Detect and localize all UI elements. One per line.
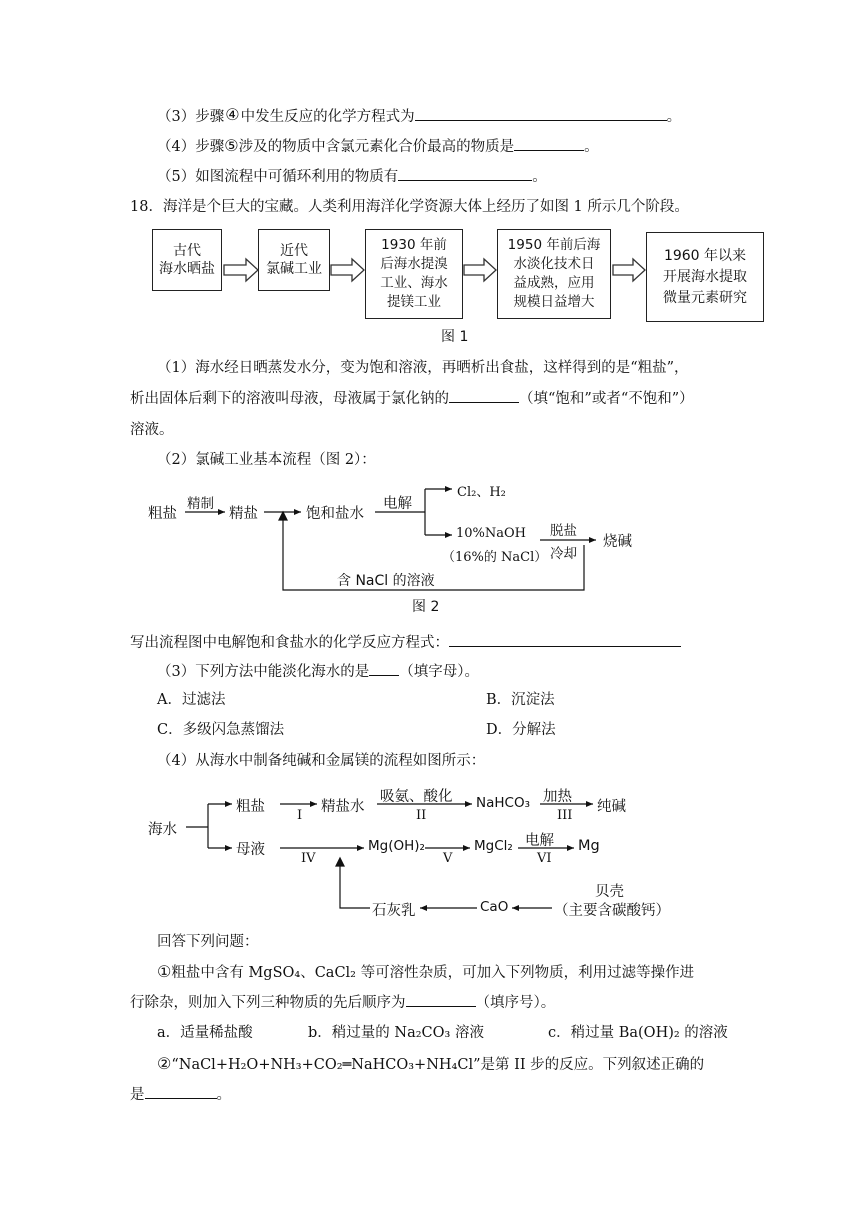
q18-part1-line2 <box>130 388 694 409</box>
sub-question-1-cont <box>130 992 555 1013</box>
sub-question-1 <box>157 962 694 983</box>
stage-3-line4: 提镁工业 <box>387 294 441 310</box>
sub1-marker: ① <box>157 962 172 981</box>
period: 。 <box>666 109 682 125</box>
stage-box-4 <box>497 229 611 319</box>
part1-text: 析出固体后剩下的溶液叫母液，母液属于氯化钠的 <box>130 391 449 407</box>
fig3-mgcl2: MgCl₂ <box>474 838 513 854</box>
choice-a: a．适量稀盐酸 <box>157 1025 253 1041</box>
fig2-electrolysis-label: 电解 <box>383 496 412 512</box>
fig2-fine-salt: 精盐 <box>229 506 258 522</box>
stage-1-line1: 古代 <box>173 243 201 259</box>
stage-5-line1: 1960 年以来 <box>663 247 747 264</box>
answer-blank[interactable] <box>406 992 476 1007</box>
stage-3-line2: 后海水提溴 <box>380 256 448 272</box>
part3-hint: （填字母）。 <box>399 664 479 680</box>
q18-intro: 18．海洋是个巨大的宝藏。人类利用海洋化学资源大体上经历了如图 1 所示几个阶段。 <box>130 199 689 215</box>
stage-box-2 <box>258 229 330 291</box>
fig3-heat-label: 加热 <box>543 789 572 805</box>
fig3-step-6: VI <box>537 851 552 866</box>
option-b: B．沉淀法 <box>486 692 555 708</box>
fig3-cao: CaO <box>480 899 509 915</box>
stage-4-line2: 水淡化技术日 <box>513 256 595 272</box>
fig3-crude-salt: 粗盐 <box>236 799 265 815</box>
fig3-nahco3: NaHCO₃ <box>476 795 530 811</box>
fig3-step-2: II <box>416 808 427 823</box>
answer-blank[interactable] <box>449 632 681 647</box>
fig3-mgoh2: Mg(OH)₂ <box>368 838 425 854</box>
fig3-step-5: V <box>443 851 453 866</box>
sub2-text: “NaCl+H₂O+NH₃+CO₂═NaHCO₃+NH₄Cl”是第 II 步的反应。下列叙述正确的 <box>171 1057 705 1073</box>
fig3-lime-milk: 石灰乳 <box>372 903 416 919</box>
period: 。 <box>584 139 599 155</box>
hollow-arrow-icon <box>331 259 364 281</box>
stage-4-line4: 规模日益增大 <box>513 294 595 310</box>
fig3-electrolysis-label: 电解 <box>525 833 554 849</box>
sub-question-2-cont <box>130 1084 231 1105</box>
answer-blank[interactable] <box>514 136 584 151</box>
fig2-naoh: 10%NaOH <box>456 526 527 541</box>
fig3-step-4: IV <box>301 851 316 866</box>
figure-1-caption: 图 1 <box>441 329 469 345</box>
answer-prompt: 回答下列问题： <box>157 934 259 950</box>
period: 。 <box>532 169 547 185</box>
q18-part2: （2）氯碱工业基本流程（图 2）： <box>157 452 376 468</box>
stage-4-line3: 益成熟，应用 <box>513 275 595 291</box>
q17-part5 <box>157 166 547 187</box>
q17-part3-prefix: （3）步骤 <box>157 109 225 125</box>
stage-4-line1: 1950 年前后海 <box>507 237 601 253</box>
q18-part2-write <box>130 632 681 653</box>
stage-box-1 <box>152 229 222 291</box>
stage-box-3 <box>365 229 463 319</box>
fig2-desalt-label: 脱盐 <box>550 523 577 539</box>
q17-part4 <box>157 136 599 157</box>
q18-part1-line1: （1）海水经日晒蒸发水分，变为饱和溶液，再晒析出食盐，这样得到的是“粗盐”， <box>157 360 689 376</box>
stage-3-line1: 1930 年前 <box>381 237 447 253</box>
stage-box-5 <box>646 232 764 322</box>
part3-text: （3）下列方法中能淡化海水的是 <box>157 664 370 680</box>
q17-part4-prefix: （4）步骤 <box>157 139 225 155</box>
answer-blank[interactable] <box>449 388 519 403</box>
fig3-shell-note: （主要含碳酸钙） <box>554 903 670 919</box>
step-4-marker: ④ <box>225 105 240 124</box>
sub1-text-cont: 行除杂，则加入下列三种物质的先后顺序为 <box>130 995 406 1011</box>
fig2-caustic-soda: 烧碱 <box>603 534 632 550</box>
stage-5-line2: 开展海水提取 <box>663 268 747 285</box>
fig3-soda: 纯碱 <box>597 799 626 815</box>
stage-1-line2: 海水晒盐 <box>159 261 215 277</box>
fig3-seawater: 海水 <box>148 822 177 838</box>
q17-part5-text: （5）如图流程中可循环利用的物质有 <box>157 169 399 185</box>
sub-question-2 <box>157 1054 704 1075</box>
answer-blank[interactable] <box>398 166 532 181</box>
answer-blank[interactable] <box>415 106 667 121</box>
q17-part4-text: 涉及的物质中含氯元素化合价最高的物质是 <box>238 139 515 155</box>
fig2-brine: 饱和盐水 <box>306 506 364 522</box>
hollow-arrow-icon <box>224 259 258 281</box>
answer-blank[interactable] <box>145 1084 217 1099</box>
fig2-refine-label: 精制 <box>187 496 214 512</box>
fig3-step-3: III <box>557 808 573 823</box>
fig2-nacl-percent: （16%的 NaCl） <box>442 550 548 565</box>
q18-part4: （4）从海水中制备纯碱和金属镁的流程如图所示： <box>157 753 486 769</box>
fig3-fine-brine: 精盐水 <box>321 799 365 815</box>
figure-2-caption: 图 2 <box>412 599 440 615</box>
sub2-text-cont: 是 <box>130 1087 145 1103</box>
choice-c: c．稍过量 Ba(OH)₂ 的溶液 <box>548 1025 728 1041</box>
q18-part1-line3: 溶液。 <box>130 422 174 438</box>
fig2-crude-salt: 粗盐 <box>148 506 177 522</box>
part1-hint: （填“饱和”或者“不饱和”） <box>519 391 694 407</box>
fig3-shell: 贝壳 <box>595 884 624 900</box>
option-a: A．过滤法 <box>157 692 226 708</box>
fig3-mg: Mg <box>578 838 600 854</box>
q17-part3 <box>157 106 681 127</box>
fig3-step-1: I <box>297 808 303 823</box>
q17-part3-text: 中发生反应的化学方程式为 <box>240 109 415 125</box>
stage-2-line1: 近代 <box>280 243 308 259</box>
fig3-nh3-acidify: 吸氨、酸化 <box>380 789 453 805</box>
stage-5-line3: 微量元素研究 <box>663 289 747 306</box>
hollow-arrow-icon <box>613 259 645 281</box>
fig2-recycle-label: 含 NaCl 的溶液 <box>337 573 435 589</box>
period: 。 <box>216 1087 231 1103</box>
sub1-hint: （填序号）。 <box>475 995 556 1011</box>
fig2-gas-products: Cl₂、H₂ <box>457 485 506 500</box>
q18-part3 <box>157 661 479 682</box>
answer-blank[interactable] <box>369 661 399 676</box>
sub2-marker: ② <box>157 1054 172 1073</box>
step-5-marker: ⑤ <box>224 136 239 155</box>
sub1-text: 粗盐中含有 MgSO₄、CaCl₂ 等可溶性杂质，可加入下列物质，利用过滤等操作进 <box>171 965 695 981</box>
write-equation-text: 写出流程图中电解饱和食盐水的化学反应方程式： <box>130 635 449 651</box>
fig2-cool-label: 冷却 <box>550 546 577 562</box>
hollow-arrow-icon <box>464 259 496 281</box>
fig3-mother-liquor: 母液 <box>236 842 265 858</box>
stage-3-line3: 工业、海水 <box>380 275 448 291</box>
stage-2-line2: 氯碱工业 <box>266 261 322 277</box>
option-c: C．多级闪急蒸馏法 <box>157 722 285 738</box>
option-d: D．分解法 <box>486 722 556 738</box>
choice-b: b．稍过量的 Na₂CO₃ 溶液 <box>308 1025 484 1041</box>
